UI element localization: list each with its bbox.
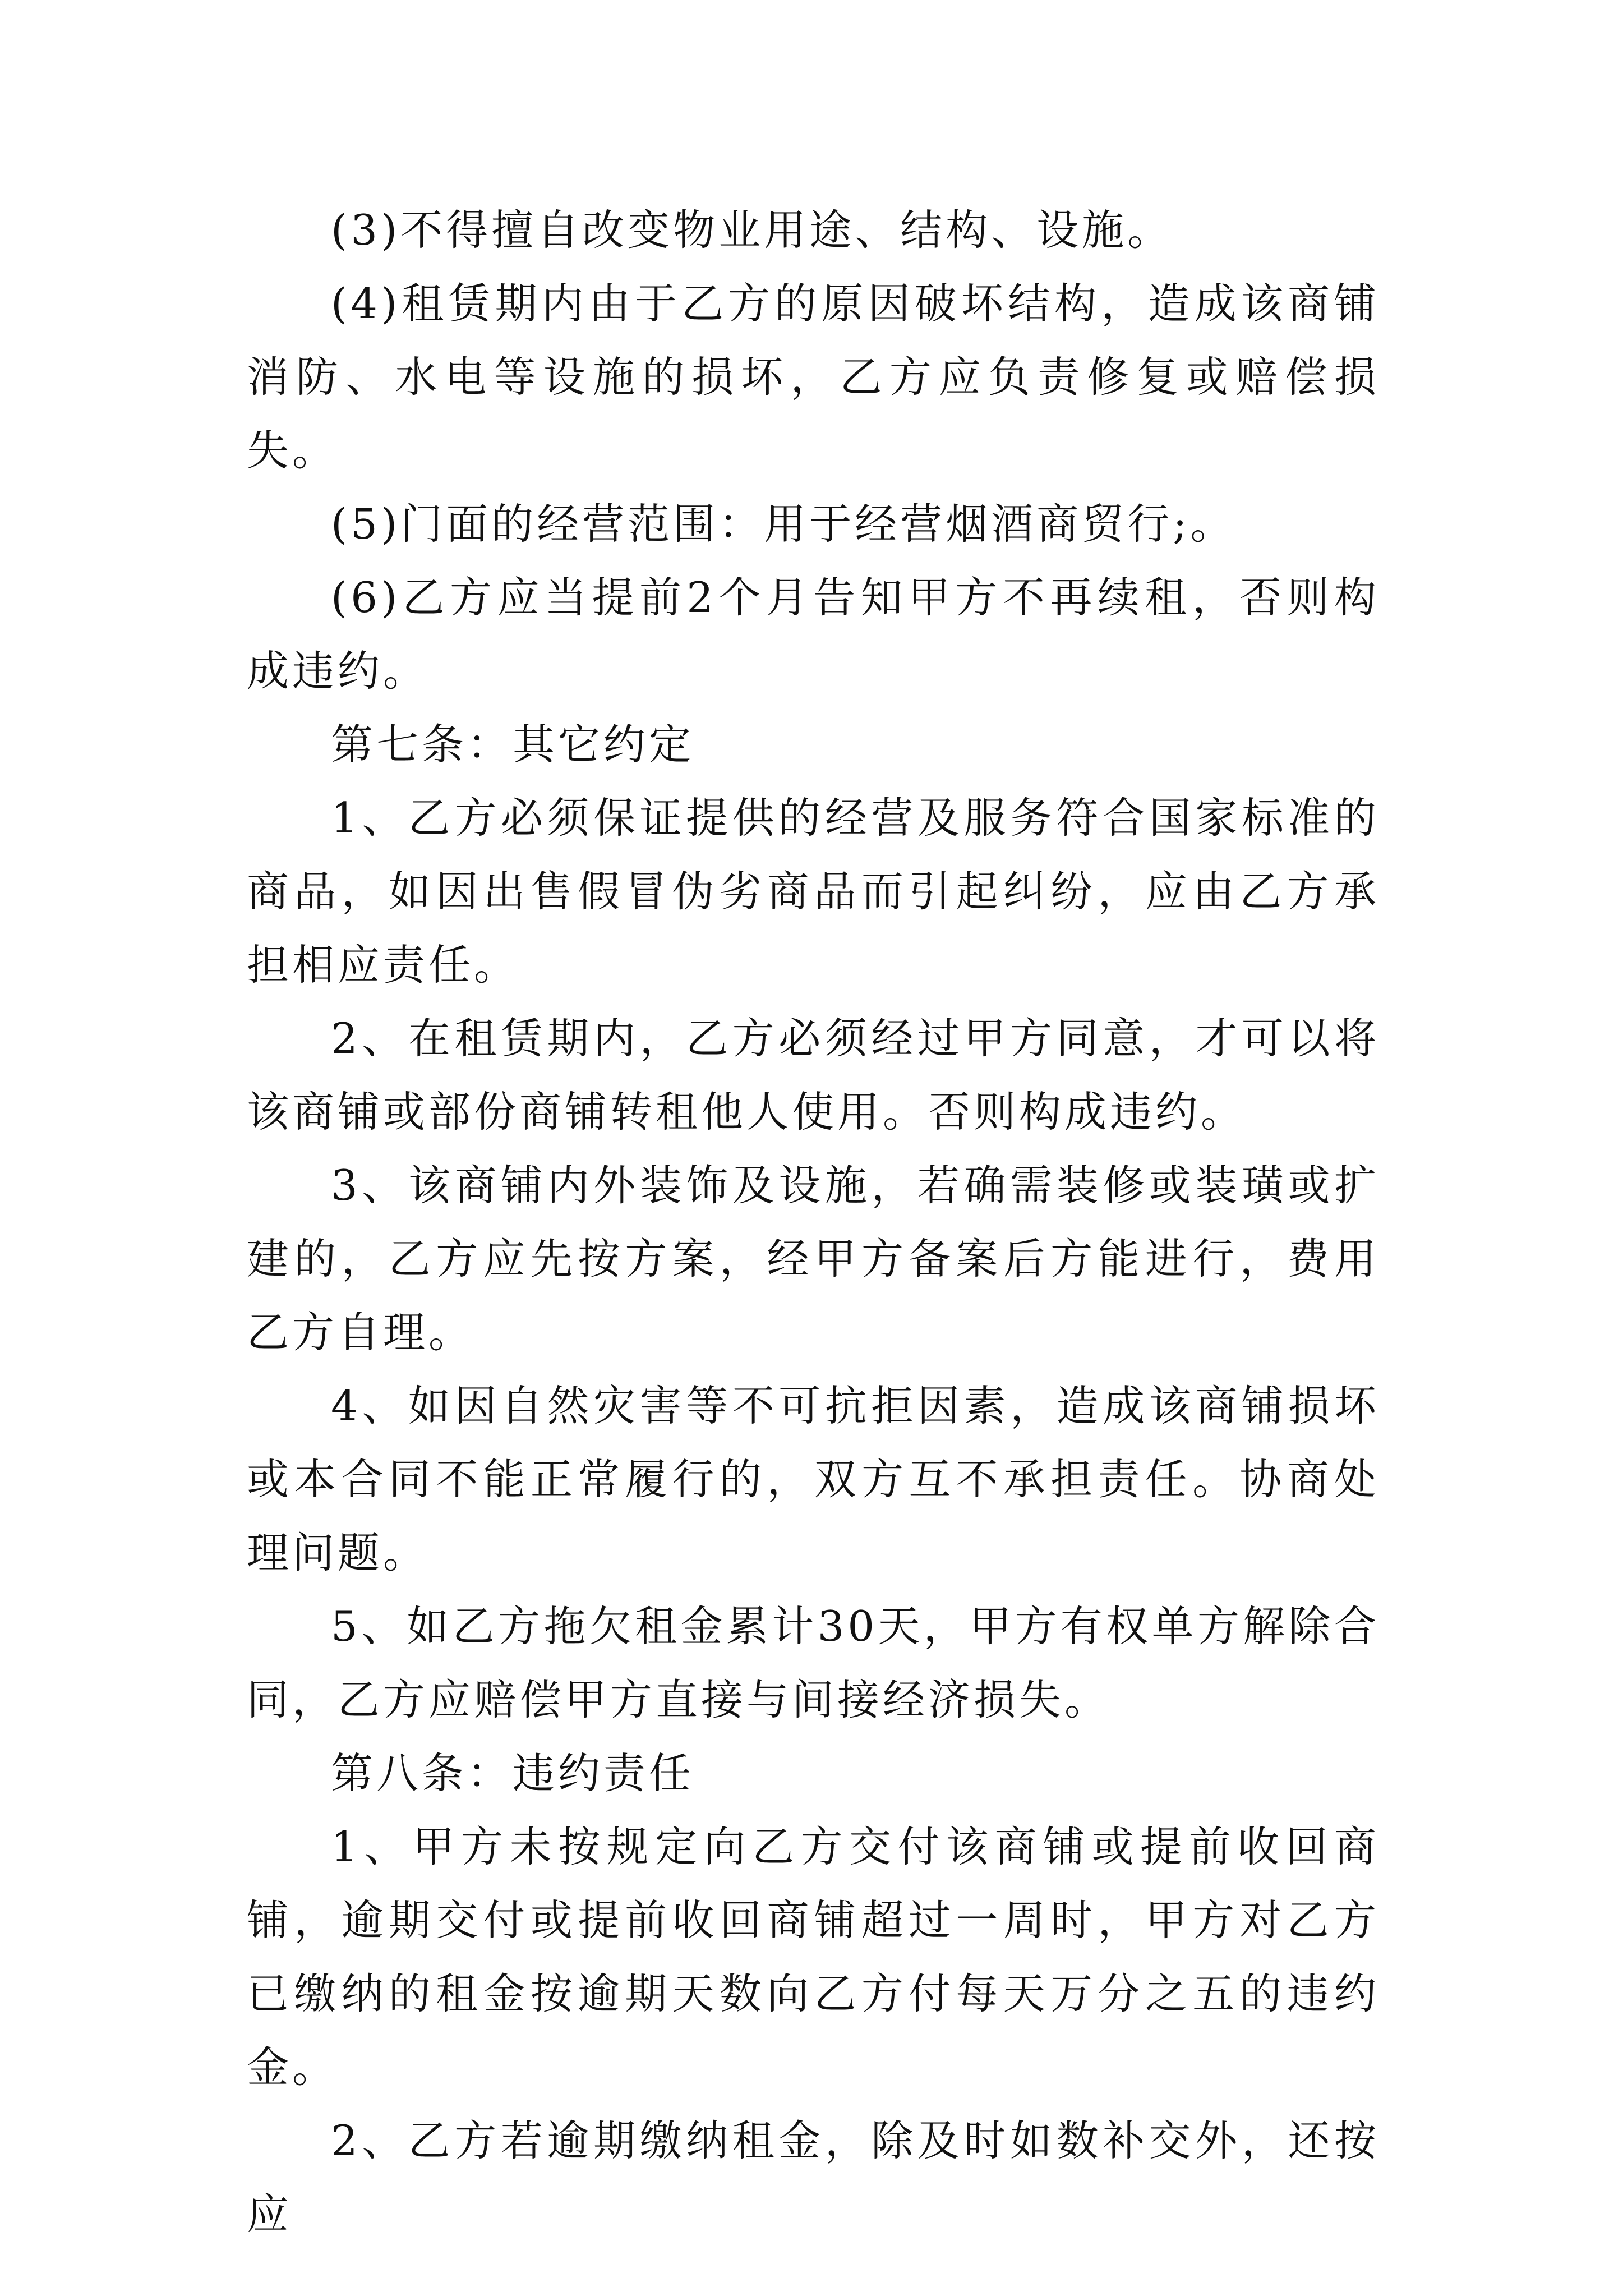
clause-paragraph: (5)门面的经营范围：用于经营烟酒商贸行;。 [331, 499, 1236, 549]
clause-paragraph: 4、如因自然灾害等不可抗拒因素，造成该商铺损坏或本合同不能正常履行的，双方互不承担责任。协商处理问题。 [247, 1381, 1380, 1577]
clause-paragraph: (6)乙方应当提前2个月告知甲方不再续租，否则构成违约。 [247, 573, 1380, 696]
clause-paragraph: 2、在租赁期内，乙方必须经过甲方同意，才可以将该商铺或部份商铺转租他人使用。否则构成违约。 [247, 1014, 1380, 1137]
clause-paragraph: 1、甲方未按规定向乙方交付该商铺或提前收回商铺，逾期交付或提前收回商铺超过一周时，甲方对乙方已缴纳的租金按逾期天数向乙方付每天万分之五的违约金。 [247, 1822, 1380, 2092]
clause-paragraph: (4)租赁期内由于乙方的原因破坏结构，造成该商铺消防、水电等设施的损坏，乙方应负责修复或赔偿损失。 [247, 279, 1380, 475]
clause-paragraph: (3)不得擅自改变物业用途、结构、设施。 [331, 205, 1173, 255]
clause-paragraph: 1、乙方必须保证提供的经营及服务符合国家标准的商品，如因出售假冒伪劣商品而引起纠纷，应由乙方承担相应责任。 [247, 793, 1380, 990]
document-body [247, 194, 1380, 2251]
clause-paragraph: 5、如乙方拖欠租金累计30天，甲方有权单方解除合同，乙方应赔偿甲方直接与间接经济损失。 [247, 1602, 1380, 1724]
section-heading: 第七条：其它约定 [331, 720, 695, 769]
clause-paragraph: 3、该商铺内外装饰及设施，若确需装修或装璜或扩建的，乙方应先按方案，经甲方备案后方能进行，费用乙方自理。 [247, 1161, 1380, 1357]
clause-paragraph: 2、乙方若逾期缴纳租金，除及时如数补交外，还按应 [247, 2116, 1380, 2239]
section-heading: 第八条：违约责任 [331, 1749, 695, 1798]
